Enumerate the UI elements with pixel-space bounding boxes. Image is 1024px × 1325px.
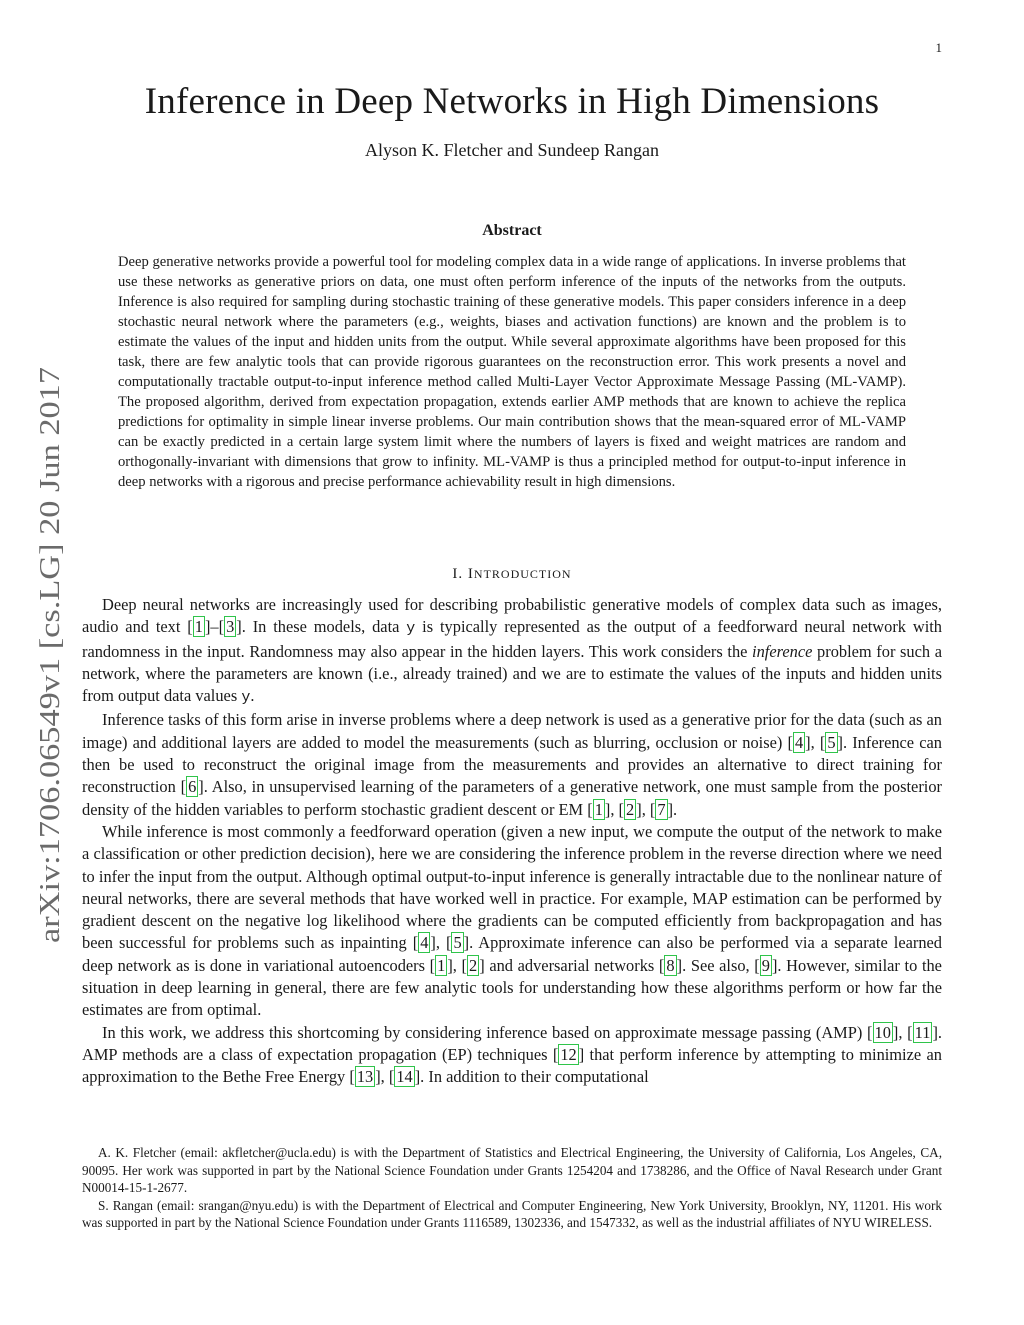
citation-link[interactable]: 7 xyxy=(657,799,666,819)
paper-authors: Alyson K. Fletcher and Sundeep Rangan xyxy=(365,140,659,160)
footnotes xyxy=(82,1144,942,1232)
citation-link[interactable]: 2 xyxy=(469,955,478,975)
citation-link[interactable]: 4 xyxy=(794,732,804,752)
section-title-initial: I xyxy=(467,566,474,582)
citation-link[interactable]: 9 xyxy=(761,955,770,975)
variable-y: y xyxy=(241,689,251,707)
citation-link[interactable]: 3 xyxy=(226,617,235,637)
citation-link[interactable]: 5 xyxy=(827,732,836,752)
citation-link[interactable]: 2 xyxy=(626,799,635,819)
page-number: 1 xyxy=(935,40,942,55)
paragraph-2: Inference tasks of this form arise in inverse problems where a deep network is used as a generative prior for the data (such as an image) and additional layers are added to model the measurements (such as blurring, occlusion or noise) [ 4 ], [ 5 ]. Inference can then be used to reconstruct the original image from the measurements and provides an alternative to direct training for reconstruction [ 6 ]. Also, in unsupervised learning of the parameters of a generative network, one must sample from the posterior density of the hidden variables to perform stochastic gradient descent or EM [ 1 ], [ 2 ], [ 7 ]. xyxy=(82,710,942,819)
citation-link[interactable]: 10 xyxy=(874,1022,891,1042)
variable-y: y xyxy=(406,620,416,638)
citation-link[interactable]: 4 xyxy=(420,933,429,953)
footnote-rangan: S. Rangan (email: srangan@nyu.edu) is with the Department of Electrical and Computer Engineering, New York University, Brooklyn, NY, 11201. His work was supported in part by the National Science Foundation under Grants 1116589, 1302336, and 1547332, as well as the industrial affiliates of NYU WIRELESS. xyxy=(82,1197,942,1230)
abstract-heading: Abstract xyxy=(482,222,542,239)
section-title-rest: NTRODUCTION xyxy=(473,567,572,581)
citation-link[interactable]: 8 xyxy=(666,955,675,975)
paragraph-3: While inference is most commonly a feedforward operation (given a new input, we compute the output of the network to make a classification or other prediction decision), here we are considering the inference problem in the reverse direction where we need to infer the input from the output. Although optimal output-to-input inference is generally intractable due to the nonlinear nature of neural networks, there are several methods that have worked well in practice. For example, MAP estimation can be performed by gradient descent on the negative log likelihood where the gradients can be computed efficiently from backpropagation and has been successful for problems such as inpainting [ 4 ], [ 5 ]. Approximate inference can also be performed via a separate learned deep network as is done in variational autoencoders [ 1 ], [ 2 ] and adversarial networks [ 8 ]. See also, [ 9 ]. However, similar to the situation in deep learning in general, there are few analytic tools for understanding how these algorithms perform or how far the estimates are from optimal. xyxy=(82,821,943,1020)
citation-link[interactable]: 14 xyxy=(396,1067,413,1087)
emphasis-inference: inference xyxy=(752,641,813,661)
footnote-fletcher: A. K. Fletcher (email: akfletcher@ucla.edu) is with the Department of Statistics and Electrical Engineering, the University of California, Los Angeles, CA, 90095. Her work was supported in part by the National Science Foundation under Grants 1254204 and 1738286, and the Office of Naval Research under Grant N00014-15-1-2677. xyxy=(82,1145,942,1195)
citation-link[interactable]: 1 xyxy=(594,799,603,819)
section-numeral: I. xyxy=(452,566,464,582)
citation-link[interactable]: 13 xyxy=(356,1067,374,1087)
arxiv-sidebar xyxy=(32,365,68,945)
paragraph-4: In this work, we address this shortcoming by considering inference based on approximate message passing (AMP) [ 10 ], [ 11 ]. AMP methods are a class of expectation propagation (EP) techniques [ 12 ] that perform inference by attempting to minimize an approximation to the Bethe Free Energy [ 13 ], [ 14 ]. In addition to their computational xyxy=(82,1022,942,1087)
section-heading-introduction xyxy=(0,566,1024,583)
citation-link[interactable]: 6 xyxy=(188,777,197,797)
citation-link[interactable]: 11 xyxy=(914,1022,931,1042)
body-text xyxy=(82,594,942,1089)
citation-link[interactable]: 5 xyxy=(453,933,462,953)
abstract-text: Deep generative networks provide a powerful tool for modeling complex data in a wide range of applications. In inverse problems that use these networks as generative priors on data, one must often perform inference of the inputs of the networks from the outputs. Inference is also required for sampling during stochastic training of these generative models. This paper considers inference in a deep stochastic neural network where the parameters (e.g., weights, biases and activation functions) are known and the problem is to estimate the values of the input and hidden units from the output. While several approximate algorithms have been proposed for this task, there are few analytic tools that can provide rigorous guarantees on the reconstruction error. This work presents a novel and computationally tractable output-to-input inference method called Multi-Layer Vector Approximate Message Passing (ML-VAMP). The proposed algorithm, derived from expectation propagation, extends earlier AMP methods that are known to achieve the replica predictions for optimality in simple linear inverse problems. Our main contribution shows that the mean-squared error of ML-VAMP can be exactly predicted in a certain large system limit where the numbers of layers is fixed and weight matrices are random and orthogonally-invariant with dimensions that grow to infinity. ML-VAMP is thus a principled method for output-to-input inference in deep networks with a rigorous and precise performance achievability result in high dimensions. xyxy=(118,254,906,490)
arxiv-identifier: arXiv:1706.06549v1 [cs.LG] 20 Jun 2017 xyxy=(35,473,66,943)
citation-link[interactable]: 1 xyxy=(194,617,203,637)
citation-link[interactable]: 1 xyxy=(437,955,446,975)
citation-link[interactable]: 12 xyxy=(560,1044,577,1064)
paper-title: Inference in Deep Networks in High Dimensions xyxy=(144,81,880,122)
paragraph-1: Deep neural networks are increasingly used for describing probabilistic generative models of complex data such as images, audio and text [ 1 ]–[ 3 ]. In these models, data y is typically represented as the output of a feedforward neural network with randomness in the input. Randomness may also appear in the hidden layers. This work considers the inference problem for such a network, where the parameters are known (i.e., already trained) and we are to estimate the values of the inputs and hidden units from output data values y. xyxy=(82,595,942,707)
